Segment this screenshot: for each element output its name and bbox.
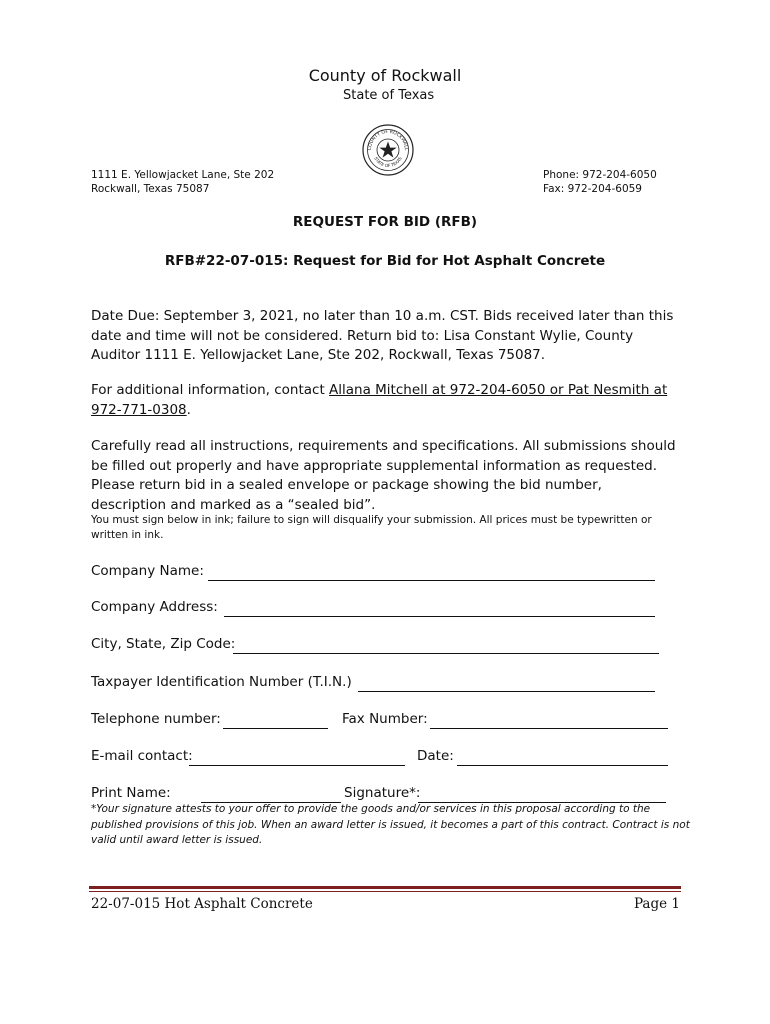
fax-text: Fax: 972-204-6059	[543, 183, 642, 195]
svg-text:STATE OF TEXAS: STATE OF TEXAS	[373, 156, 403, 169]
footer-rule-thin	[89, 891, 681, 892]
company-name-field	[91, 563, 661, 583]
email-label: E-mail contact:	[91, 748, 193, 764]
company-name-label: Company Name:	[91, 563, 204, 579]
company-address-label: Company Address:	[91, 599, 218, 615]
email-line[interactable]	[189, 765, 405, 766]
telephone-label: Telephone number:	[91, 711, 221, 727]
contact-link[interactable]: Allana Mitchell at 972-204-6050 or Pat Nesmith at 972-771-0308	[91, 382, 668, 418]
company-address-field	[91, 599, 661, 619]
print-name-label: Print Name:	[91, 785, 171, 801]
county-title: County of Rockwall	[308, 66, 462, 85]
state-subtitle: State of Texas	[343, 88, 435, 103]
city-state-zip-field	[91, 636, 661, 656]
date-label: Date:	[417, 748, 454, 764]
rfb-title: REQUEST FOR BID (RFB)	[292, 214, 478, 230]
county-seal-icon	[362, 124, 414, 176]
county-address	[91, 168, 274, 196]
sign-in-ink-note: You must sign below in ink; failure to sign will disqualify your submission. All prices must be typewritten or written in ink.	[91, 514, 652, 541]
city-state-zip-line[interactable]	[233, 653, 659, 654]
footer-rule-thick	[89, 886, 681, 889]
fax-number-line[interactable]	[430, 728, 668, 729]
tin-label: Taxpayer Identification Number (T.I.N.)	[91, 674, 352, 690]
telephone-line[interactable]	[223, 728, 328, 729]
email-date-field	[91, 748, 671, 768]
date-line[interactable]	[457, 765, 668, 766]
contact-suffix: .	[186, 401, 191, 418]
contact-paragraph	[91, 381, 681, 420]
contact-prefix: For additional information, contact	[91, 382, 330, 398]
city-state-zip-label: City, State, Zip Code:	[91, 636, 236, 652]
fax-number-label: Fax Number:	[342, 711, 428, 727]
address-line-1: 1111 E. Yellowjacket Lane, Ste 202	[91, 169, 275, 181]
address-line-2: Rockwall, Texas 75087	[91, 183, 210, 195]
county-contact	[543, 168, 657, 196]
rfb-subtitle: RFB#22-07-015: Request for Bid for Hot Asphalt Concrete	[164, 253, 606, 269]
phone-text: Phone: 972-204-6050	[543, 169, 657, 181]
company-address-line[interactable]	[224, 616, 655, 617]
tin-line[interactable]	[358, 691, 655, 692]
due-date-paragraph: Date Due: September 3, 2021, no later than 10 a.m. CST. Bids received later than this date and time will not be considered. Return bid to: Lisa Constant Wylie, County Auditor 1111 E. Yellowjacket Lane, Ste 202, Rockwall, Texas 75087.	[91, 308, 674, 363]
tin-field	[91, 674, 661, 694]
instructions-paragraph: Carefully read all instructions, requirements and specifications. All submissions should be filled out properly and have appropriate supplemental information as requested. Please return bid in a sealed envelope or package showing the bid number, description and marked as a “sealed bid”.	[91, 438, 676, 513]
signature-note: *Your signature attests to your offer to provide the goods and/or services in this proposal according to the published provisions of this job. When an award letter is issued, it becomes a part of this contract. Contract is not valid until award letter is issued.	[91, 803, 690, 846]
company-name-line[interactable]	[208, 580, 655, 581]
svg-text:COUNTY OF ROCKWALL: COUNTY OF ROCKWALL	[367, 129, 409, 151]
signature-label: Signature*:	[344, 785, 421, 801]
footer-page-number: Page 1	[633, 896, 680, 912]
phone-fax-field	[91, 711, 671, 731]
footer-doc-label: 22-07-015 Hot Asphalt Concrete	[91, 896, 313, 912]
